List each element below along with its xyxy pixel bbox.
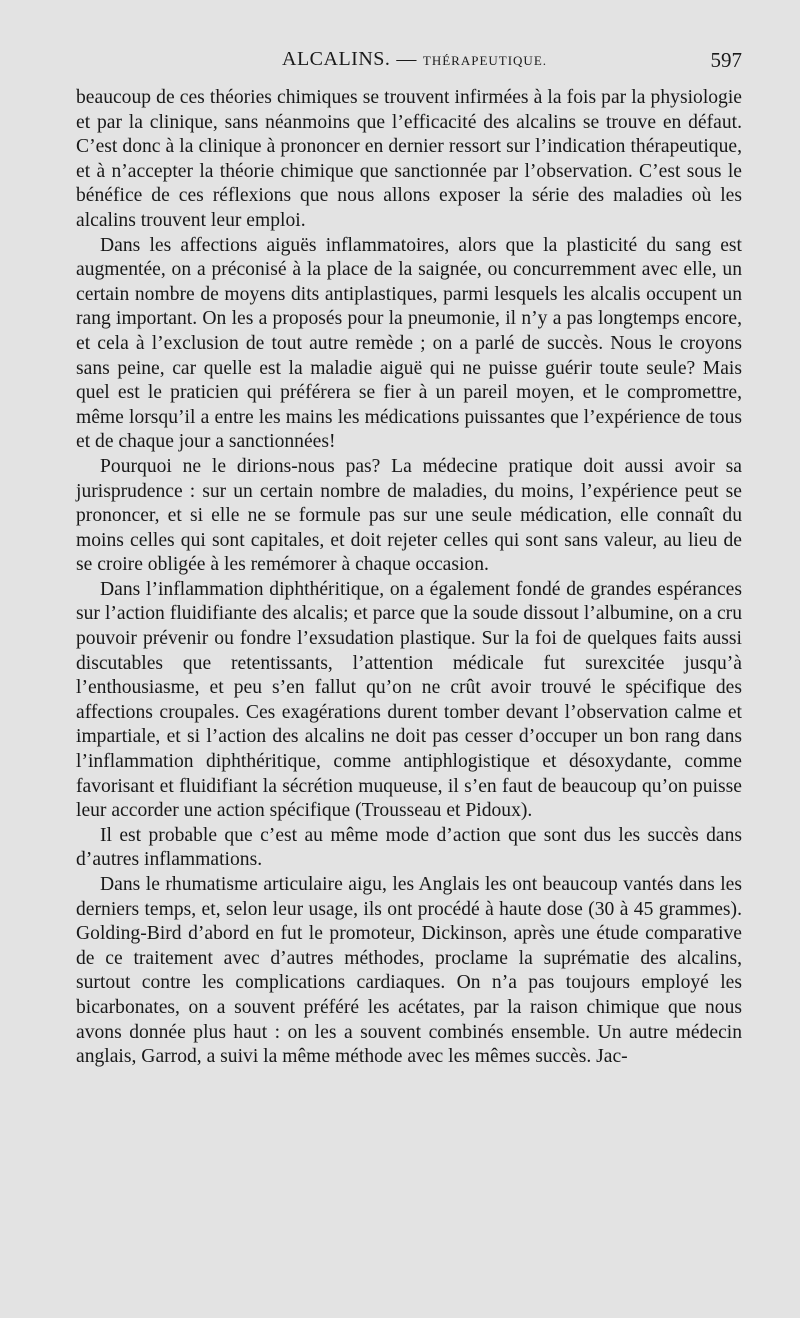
paragraph-1: beaucoup de ces théories chimiques se trouvent infirmées à la fois par la physiologie et par la clinique, sans néanmoins que l’efficacité des alcalins se trouve en défaut. C’est donc à la clinique à prononcer en dernier ressort sur l’indication thérapeutique, et à n’accepter la théorie chimique que sanctionnée par l’observation. C’est sous le bénéfice de ces réflexions que nous allons exposer la série des maladies où les alcalins trouvent leur emploi.	[76, 87, 742, 231]
paragraph-6: Dans le rhumatisme articulaire aigu, les Anglais les ont beaucoup vantés dans les derniers temps, et, selon leur usage, ils ont procédé à haute dose (30 à 45 grammes). Golding-Bird d’abord en fut le promoteur, Dickinson, après une étude comparative de ce traitement avec d’autres méthodes, proclame la suprématie des alcalins, surtout contre les complications cardiaques. On n’a pas toujours employé les bicarbonates, on a souvent préféré les acétates, par la raison chimique que nous avons donnée plus haut : on les a souvent combinés ensemble. Un autre médecin anglais, Garrod, a suivi la même méthode avec les mêmes succès. Jac-	[76, 874, 742, 1068]
running-title-dash: —	[396, 48, 417, 70]
page-number: 597	[710, 48, 742, 72]
paragraph-3: Pourquoi ne le dirions-nous pas? La médecine pratique doit aussi avoir sa jurisprudence : sur un certain nombre de maladies, du moins, l’expérience peut se prononcer, et si elle ne se formule pas sur une seule médication, elle connaît du moins celles qui sont capitales, et doit rejeter celles qui sont sans valeur, au lieu de se croire obligée à les remémorer à chaque occasion.	[76, 455, 742, 576]
paragraph-4: Dans l’inflammation diphthéritique, on a également fondé de grandes espérances sur l’action fluidifiante des alcalis; et parce que la soude dissout l’albumine, on a cru pouvoir prévenir ou fondre l’exsudation plastique. Sur la foi de quelques faits aussi discutables que retentissants, l’attention médicale fut surexcitée jusqu’à l’enthousiasme, et peu s’en fallut qu’on ne crût avoir trouvé le spécifique des affections croupales. Ces exagérations durent tomber devant l’observation calme et impartiale, et si l’action des alcalins ne doit pas cesser d’occuper un bon rang dans l’inflammation diphthéritique, comme antiphlogistique et désoxydante, comme favorisant et fluidifiant la sécrétion muqueuse, il s’en faut de beaucoup qu’on puisse leur accorder une action spécifique (Trousseau et Pidoux).	[76, 578, 742, 822]
body-text	[76, 86, 742, 1070]
running-title	[282, 48, 547, 71]
paragraph-5: Il est probable que c’est au même mode d’action que sont dus les succès dans d’autres inflammations.	[76, 824, 742, 871]
running-header	[76, 48, 742, 78]
running-title-main: ALCALINS.	[282, 48, 391, 70]
paragraph-2: Dans les affections aiguës inflammatoires, alors que la plasticité du sang est augmentée, on a préconisé à la place de la saignée, ou concurremment avec elle, un certain nombre de moyens dits antiplastiques, parmi lesquels les alcalis occupent un rang important. On les a proposés pour la pneumonie, il n’y a pas longtemps encore, et cela à l’exclusion de tout autre remède ; on a parlé de succès. Nous le croyons sans peine, car quelle est la maladie aiguë qui ne puisse guérir toute seule? Mais quel est le praticien qui préférera se fier à un pareil moyen, et le compromettre, même lorsqu’il a entre les mains les médications puissantes que l’expérience de tous et de chaque jour a sanctionnées!	[76, 234, 742, 453]
running-title-sub: THÉRAPEUTIQUE.	[422, 53, 548, 68]
